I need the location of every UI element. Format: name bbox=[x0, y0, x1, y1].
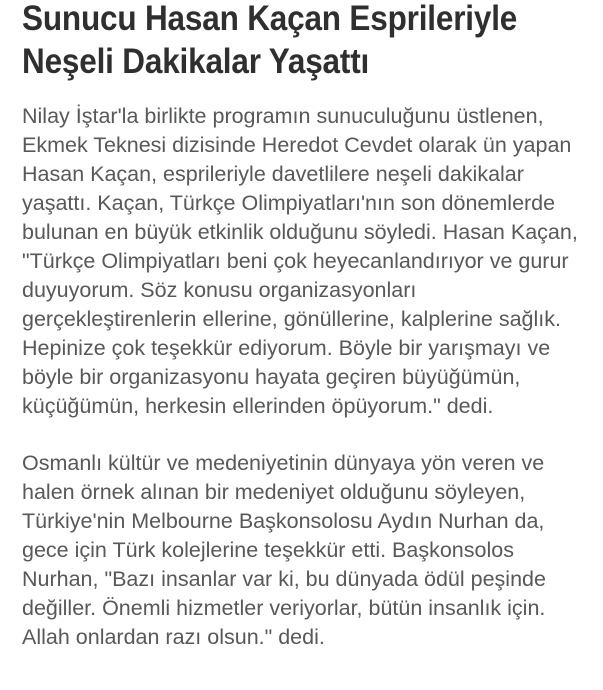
article-paragraph-1: Nilay İştar'la birlikte programın sunuculuğunu üstlenen, Ekmek Teknesi dizisinde Heredot Cevdet olarak ün yapan Hasan Kaçan, esprileriyle davetlilere neşeli dakikalar yaşattı. Kaçan, Türkçe Olimpiyatları'nın son dönemlerde bulunan en büyük etkinlik olduğunu söyledi. Hasan Kaçan, "Türkçe Olimpiyatları beni çok heyecanlandırıyor ve gurur duyuyorum. Söz konusu organizasyonları gerçekleştirenlerin ellerine, gönüllerine, kalplerine sağlık. Hepinize çok teşekkür ediyorum. Böyle bir yarışmayı ve böyle bir organizasyonu hayata geçiren büyüğümün, küçüğümün, herkesin ellerinden öpüyorum." dedi. bbox=[22, 104, 578, 418]
article-paragraph-2: Osmanlı kültür ve medeniyetinin dünyaya yön veren ve halen örnek alınan bir medeniyet olduğunu söyleyen, Türkiye'nin Melbourne Başkonsolosu Aydın Nurhan da, gece için Türk kolejlerine teşekkür etti. Başkonsolos Nurhan, "Bazı insanlar var ki, bu dünyada ödül peşinde değiller. Önemli hizmetler veriyorlar, bütün insanlık için. Allah onlardan razı olsun." dedi. bbox=[22, 451, 546, 649]
article-title: Sunucu Hasan Kaçan Esprileriyle Neşeli Dakikalar Yaşattı bbox=[22, 0, 518, 81]
